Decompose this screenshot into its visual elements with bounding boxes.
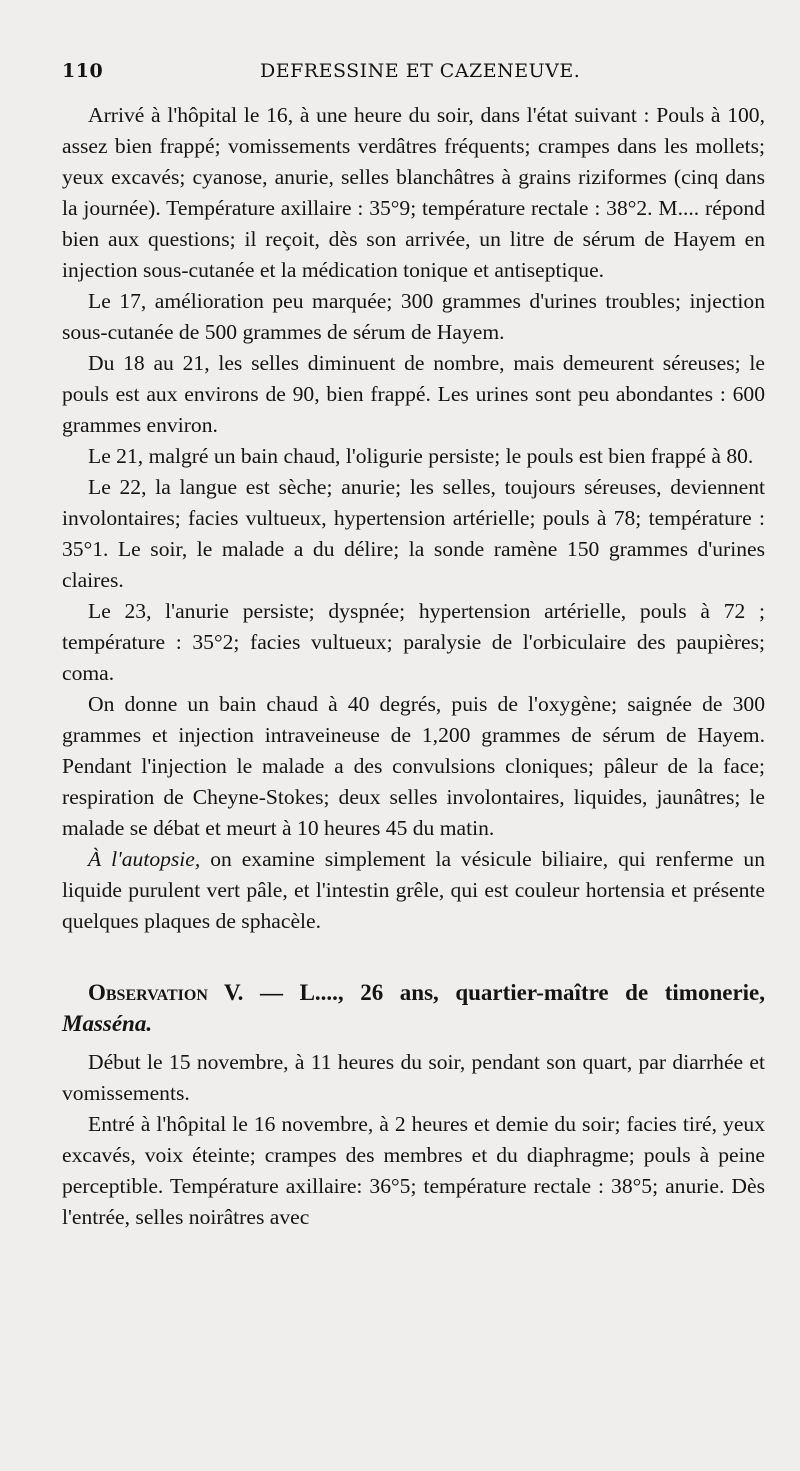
page-header (62, 60, 752, 92)
paragraph: Début le 15 novembre, à 11 heures du soir, pendant son quart, par diarrhée et vomissements. (62, 1050, 765, 1105)
paragraph: Entré à l'hôpital le 16 novembre, à 2 heures et demie du soir; facies tiré, yeux excavés, voix éteinte; crampes des membres et du diaphragme; pouls à peine perceptible. Température axillaire: 36°5; température rectale : 38°5; anurie. Dès l'entrée, selles noirâtres avec (62, 1112, 765, 1229)
page-number: 110 (62, 60, 104, 82)
observation-label: Observation V. (88, 980, 244, 1005)
paragraph: Arrivé à l'hôpital le 16, à une heure du soir, dans l'état suivant : Pouls à 100, assez bien frappé; vomissements verdâtres fréquents; crampes dans les mollets; yeux excavés; cyanose, anurie, selles blanchâtres à grains riziformes (cinq dans la journée). Température axillaire : 35°9; température rectale : 38°2. M.... répond bien aux questions; il reçoit, dès son arrivée, un litre de sérum de Hayem en injection sous-cutanée et la médication tonique et antiseptique. (62, 103, 765, 282)
autopsy-text: on examine simplement la vésicule biliaire, qui renferme un liquide purulent vert pâle, et l'intestin grêle, qui est couleur hortensia et présente quelques plaques de sphacèle. (62, 847, 765, 933)
observation-subject: — L...., 26 ans, quartier-maître de timonerie, (243, 980, 765, 1005)
paragraph: Le 21, malgré un bain chaud, l'oligurie persiste; le pouls est bien frappé à 80. (88, 444, 754, 468)
running-head: DEFRESSINE ET CAZENEUVE. (260, 60, 581, 82)
body-text (62, 100, 765, 1233)
autopsy-paragraph (62, 844, 765, 937)
paragraph: Le 17, amélioration peu marquée; 300 grammes d'urines troubles; injection sous-cutanée de 500 grammes de sérum de Hayem. (62, 289, 765, 344)
ship-name: Masséna. (62, 1011, 153, 1036)
observation-heading (62, 977, 765, 1039)
paragraph: Du 18 au 21, les selles diminuent de nombre, mais demeurent séreuses; le pouls est aux environs de 90, bien frappé. Les urines sont peu abondantes : 600 grammes environ. (62, 351, 765, 437)
paragraph: Le 22, la langue est sèche; anurie; les selles, toujours séreuses, deviennent involontaires; facies vultueux, hypertension artérielle; pouls à 78; température : 35°1. Le soir, le malade a du délire; la sonde ramène 150 grammes d'urines claires. (62, 475, 765, 592)
autopsy-lead: À l'autopsie, (88, 847, 201, 871)
observation-section (62, 977, 765, 1233)
paragraph: On donne un bain chaud à 40 degrés, puis de l'oxygène; saignée de 300 grammes et injection intraveineuse de 1,200 grammes de sérum de Hayem. Pendant l'injection le malade a des convulsions cloniques; pâleur de la face; respiration de Cheyne-Stokes; deux selles involontaires, liquides, jaunâtres; le malade se débat et meurt à 10 heures 45 du matin. (62, 692, 765, 840)
paragraph: Le 23, l'anurie persiste; dyspnée; hypertension artérielle, pouls à 72 ; température : 35°2; facies vultueux; paralysie de l'orbiculaire des paupières; coma. (62, 599, 765, 685)
